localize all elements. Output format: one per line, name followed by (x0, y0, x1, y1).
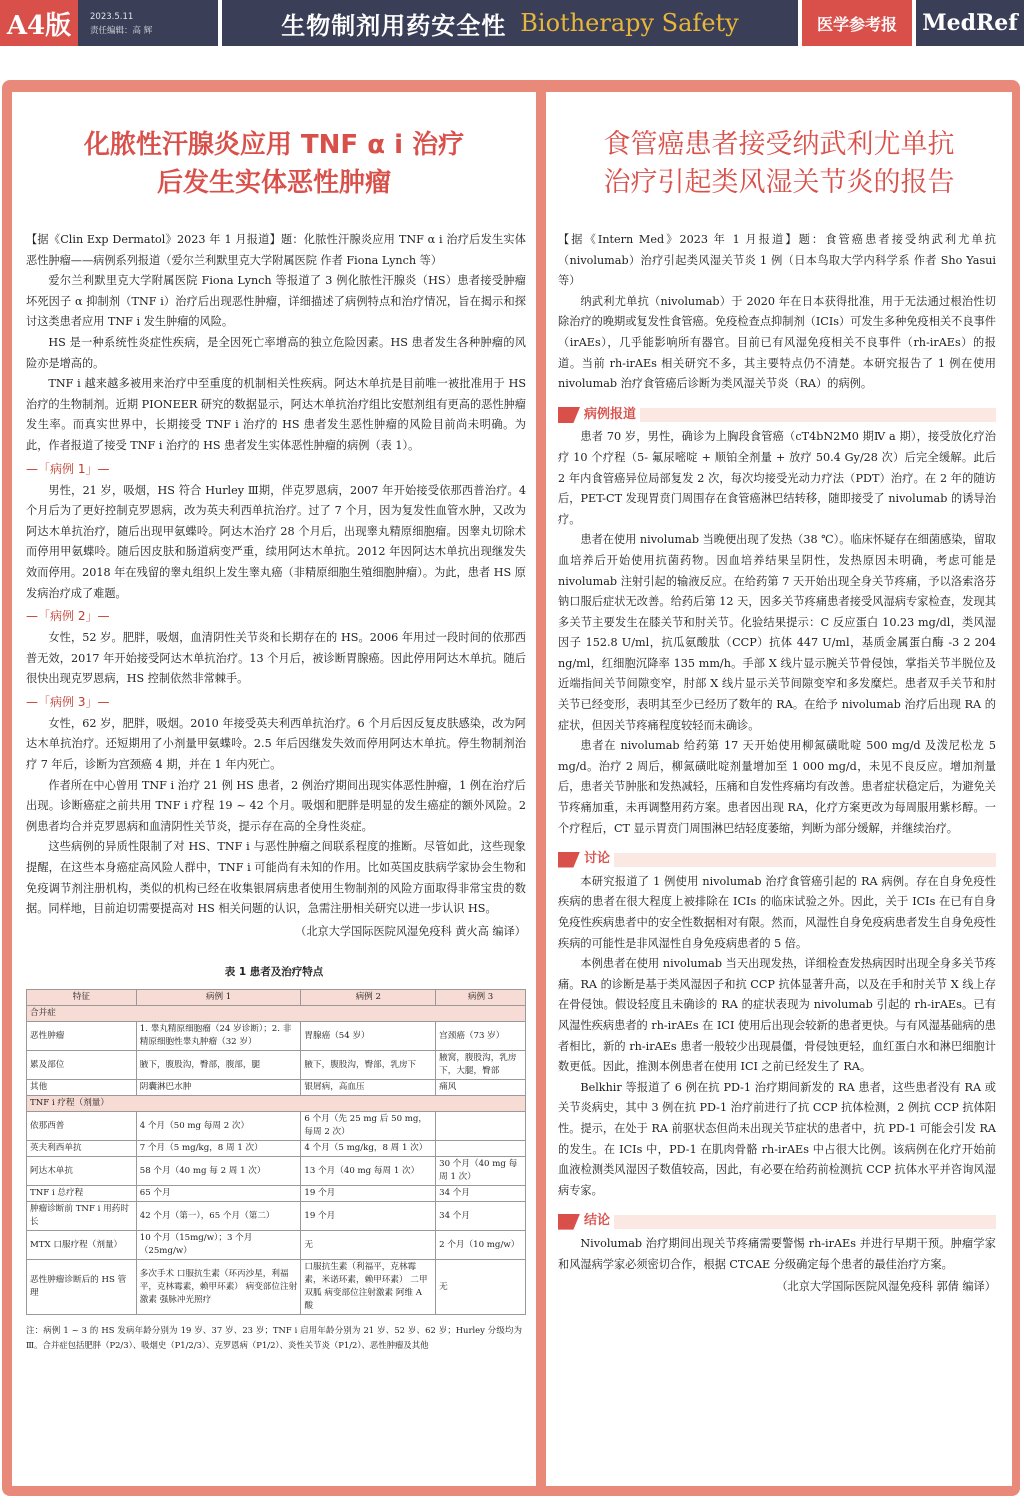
table-row (27, 1260, 526, 1315)
table-row (27, 1080, 526, 1096)
table-cell: 65 个月 (136, 1186, 301, 1202)
table-cell: 恶性肿瘤 (27, 1022, 137, 1051)
table-cell: 阴囊淋巴水肿 (136, 1080, 301, 1096)
table-note: 注：病例 1 ~ 3 的 HS 发病年龄分别为 19 岁、37 岁、23 岁；TNF i 启用年龄分别为 21 岁、52 岁、62 岁；Hurley 分级均为Ⅲ。合并症包括肥胖（P2/3）、吸烟史（P1/2/3）、克罗恩病（P1/2）、炎性关节炎（P1/2）、恶性肿瘤及其他 (26, 1325, 522, 1351)
patient-table (26, 989, 526, 1315)
left-article (12, 92, 536, 1486)
case2-text: 女性，52 岁。肥胖，吸烟，血清阴性关节炎和长期存在的 HS。2006 年用过一段时间的依那西普无效，2017 年开始接受阿达木单抗治疗。13 个月后，被诊断胃腺癌。因此停用阿达木单抗。随后很快出现克罗恩病，HS 控制依然非常棘手。 (26, 631, 526, 686)
table-row (27, 1157, 526, 1186)
table-cell: 无 (301, 1231, 436, 1260)
table-row (27, 1112, 526, 1141)
brand-en: MedRef (916, 0, 1024, 46)
table-cell: 腋下，腹股沟，臀部，乳房下 (301, 1051, 436, 1080)
case2-label: —「病例 2」— (26, 609, 110, 624)
table-cell: 宫颈癌（73 岁） (436, 1022, 526, 1051)
table-cell: 58 个月（40 mg 每 2 周 1 次） (136, 1157, 301, 1186)
section-rule (640, 408, 996, 422)
right-signature: （北京大学国际医院风湿免疫科 郭倩 编译） (776, 1280, 996, 1294)
table-row (27, 1051, 526, 1080)
table-cell: 4 个月（50 mg 每周 2 次） (136, 1112, 301, 1141)
right-para: 患者 70 岁，男性，确诊为上胸段食管癌（cT4bN2M0 期Ⅳ a 期），接受放化疗治疗 10 个疗程（5- 氟尿嘧啶 + 顺铂全剂量 + 放疗 50.4 Gy/28 次）后完全缓解。此后 2 年内食管癌异位局部复发 2 次，每次均接受光动力疗法（PDT）治疗。在 2 年的随访后，PET-CT 发现胃贲门周围存在食管癌淋巴结转移，随即接受了 nivolumab 的诱导治疗。 (558, 430, 996, 526)
right-para: 患者在 nivolumab 给药第 17 天开始使用柳氮磺吡啶 500 mg/d 及泼尼松龙 5 mg/d。治疗 2 周后，柳氮磺吡啶剂量增加至 1 000 mg/d，未见不良反应。增加剂量后，患者关节肿胀和发热减轻，压痛和自发性疼痛均有改善。患者症状稳定后，为避免关节疼痛加重，未再调整用药方案。患者因出现 RA，化疗方案更改为每周服用紫杉醇。一个疗程后，CT 显示胃贲门周围淋巴结轻度萎缩，判断为部分缓解，并继续治疗。 (558, 739, 996, 835)
table-cell: 2 个月（10 mg/w） (436, 1231, 526, 1260)
section-title (222, 0, 798, 46)
table-cell: 6 个月（先 25 mg 后 50 mg，每周 2 次） (301, 1112, 436, 1141)
table-cell: 19 个月 (301, 1202, 436, 1231)
section-heading: 结论 (584, 1213, 611, 1229)
table-cell: 依那西普 (27, 1112, 137, 1141)
right-source: 【据《Intern Med》2023 年 1 月报道】题：食管癌患者接受纳武利尤单抗（nivolumab）治疗引起类风湿关节炎 1 例（日本鸟取大学内科学系 作者 Sho Yasui 等） (558, 233, 996, 288)
right-para: Nivolumab 治疗期间出现关节疼痛需要警惕 rh-irAEs 并进行早期干预。肿瘤学家和风湿病学家必须密切合作，根据 CTCAE 分级确定每个患者的最佳治疗方案。 (558, 1236, 996, 1271)
table-row (27, 1231, 526, 1260)
edition-badge: A4版 (0, 0, 78, 46)
table-row (27, 1186, 526, 1202)
table-cell: 口服抗生素（利福平，克林霉素，米诺环素，赖甲环素） 二甲双胍 病变部位注射激素 阿维 A 酸 (301, 1260, 436, 1315)
table-cell: 42 个月（第一），65 个月（第二） (136, 1202, 301, 1231)
issue-date: 2023.5.11 (90, 12, 134, 22)
right-para: Belkhir 等报道了 6 例在抗 PD-1 治疗期间新发的 RA 患者，这些患者没有 RA 或关节炎病史，其中 3 例在抗 PD-1 治疗前进行了抗 CCP 抗体检测，2 例抗 CCP 抗体阳性。提示，在处于 RA 前驱状态但尚未出现关节症状的患者中，抗 PD-1 可能会引发 RA 的发生。在 ICIs 中，PD-1 在肌肉骨骼 rh-irAEs 中占很大比例。该病例在化疗开始前血液检测类风湿因子数值较高，因此，有必要在给药前检测抗 CCP 抗体水平并咨询风湿病专家。 (558, 1080, 996, 1197)
table-cell: 其他 (27, 1080, 137, 1096)
right-para: 患者在使用 nivolumab 当晚便出现了发热（38 ℃）。临床怀疑存在细菌感染，留取血培养后开始使用抗菌药物。因血培养结果呈阴性，发热原因未明确，考虑可能是 nivolumab 注射引起的输液反应。在给药第 7 天开始出现全身关节疼痛，予以洛索洛芬钠口服后症状无改善。给药后第 12 天，因多关节疼痛患者接受风湿病专家检查，发现其多关节主要发生在膝关节和肘关节。化验结果提示：C 反应蛋白 10.23 mg/dl，类风湿因子 152.8 U/ml，抗瓜氨酸肽（CCP）抗体 447 U/ml，基质金属蛋白酶 -3 2 204 ng/ml，红细胞沉降率 135 mm/h。手部 X 线片显示腕关节骨侵蚀，掌指关节半脱位及近端指间关节间隙变窄，肘部 X 线片显示关节间隙变窄和多发糜烂。患者双手关节和肘关节已经变形，表明其至少已经历了数年的 RA。在给予 nivolumab 治疗后出现 RA 的症状，但因关节疼痛程度较轻而未确诊。 (558, 533, 996, 732)
right-article (546, 92, 1012, 1486)
issue-meta (78, 0, 218, 46)
table-group-cell: 合并症 (27, 1006, 526, 1022)
table-cell: 7 个月（5 mg/kg，8 周 1 次） (136, 1141, 301, 1157)
section-rule (614, 853, 996, 867)
left-title-line2: 后发生实体恶性肿瘤 (156, 168, 391, 198)
left-para: 这些病例的异质性限制了对 HS、TNF i 与恶性肿瘤之间联系程度的推断。尽管如此，这些现象提醒，在这些本身癌症高风险人群中，TNF i 可能尚有未知的作用。比如英国皮肤病学家协会生物和免疫调节剂注册机构，类似的机构已经在收集银屑病患者使用生物制剂的风险方面取得非常宝贵的数据。同样地，目前迫切需要提高对 HS 相关问题的认识，急需注册相关研究以进一步认识 HS。 (26, 840, 526, 916)
case3-label: —「病例 3」— (26, 694, 110, 709)
table-cell: 34 个月 (436, 1202, 526, 1231)
table-cell: MTX 口服疗程（剂量） (27, 1231, 137, 1260)
table-row (27, 1141, 526, 1157)
section-discussion (558, 849, 996, 870)
issue-editor: 责任编辑：高 辉 (90, 26, 153, 36)
left-signature: （北京大学国际医院风湿免疫科 黄火高 编译） (295, 924, 526, 938)
table-cell: 4 个月（5 mg/kg，8 周 1 次） (301, 1141, 436, 1157)
table-cell: 恶性肿瘤诊断后的 HS 管理 (27, 1260, 137, 1315)
left-article-body (12, 230, 536, 942)
table-group-cell: TNF i 疗程（剂量） (27, 1096, 526, 1112)
right-title-line1: 食管癌患者接受纳武利尤单抗 (603, 129, 955, 160)
left-article-title (12, 126, 536, 202)
table-cell: 10 个月（15mg/w）；3 个月（25mg/w） (136, 1231, 301, 1260)
page-header (0, 0, 1024, 50)
table-cell: 多次手术 口服抗生素（环丙沙星，利福平，克林霉素，赖甲环素） 病变部位注射激素 强脉冲光照疗 (136, 1260, 301, 1315)
section-title-cn: 生物制剂用药安全性 (281, 11, 507, 40)
left-source: 【据《Clin Exp Dermatol》2023 年 1 月报道】题：化脓性汗腺炎应用 TNF α i 治疗后发生实体恶性肿瘤——病例系列报道（爱尔兰利默里克大学附属医院 作者 Fiona Lynch 等） (26, 233, 526, 267)
case1-text: 男性，21 岁，吸烟，HS 符合 Hurley Ⅲ期，伴克罗恩病，2007 年开始接受依那西普治疗。4 个月后为了更好控制克罗恩病，改为英夫利西单抗治疗。过了 7 个月，因为复发性血管水肿，又改为阿达木单抗治疗，随后出现甲氨蝶呤。阿达木治疗 28 个月后，出现睾丸精原细胞瘤。因睾丸切除术而停用甲氨蝶呤。随后因皮肤和肠道病变严重，续用阿达木单抗。2012 年因阿达木单抗出现继发失效而停用。2018 年在残留的睾丸组织上发生睾丸癌（非精原细胞生殖细胞肿瘤）。为此，患者 HS 原发病治疗成了难题。 (26, 483, 526, 600)
table-cell: 腋窝，腹股沟，乳房下，大腿，臀部 (436, 1051, 526, 1080)
table-header-cell: 病例 2 (301, 990, 436, 1006)
table-header-cell: 病例 1 (136, 990, 301, 1006)
left-para: TNF i 越来越多被用来治疗中至重度的机制相关性疾病。阿达木单抗是目前唯一被批准用于 HS 治疗的生物制剂。近期 PIONEER 研究的数据显示，阿达木单抗治疗组比安慰剂组有更高的恶性肿瘤发生率。而真实世界中，长期接受 TNF i 治疗的 HS 患者发生恶性肿瘤的风险目前尚未明确。为此，作者报道了接受 TNF i 治疗的 HS 患者发生实体恶性肿瘤的病例（表 1）。 (26, 377, 526, 452)
table-cell: 1. 睾丸精原细胞瘤（24 岁诊断）；2. 非精原细胞性睾丸肿瘤（32 岁） (136, 1022, 301, 1051)
table-cell: 19 个月 (301, 1186, 436, 1202)
section-title-en: Biotherapy Safety (520, 9, 739, 37)
table-cell: 累及部位 (27, 1051, 137, 1080)
section-marker-icon (558, 407, 580, 423)
table-cell: 34 个月 (436, 1186, 526, 1202)
table-cell: 肿瘤诊断前 TNF i 用药时长 (27, 1202, 137, 1231)
table-cell: 胃腺癌（54 岁） (301, 1022, 436, 1051)
right-article-title (546, 126, 1012, 202)
right-para: 本例患者在使用 nivolumab 当天出现发热，详细检查发热病因时出现全身多关节疼痛。RA 的诊断是基于类风湿因子和抗 CCP 抗体显著升高，以及在手和肘关节 X 线上存在骨侵蚀。假设轻度且未确诊的 RA 的症状表现为 nivolumab 引起的 rh-irAEs。已有风湿性疾病患者的 rh-irAEs 在 ICI 使用后出现会较新的患者更快。与有风湿基础病的患者相比，新的 rh-irAEs 患者一般较少出现晨僵，骨侵蚀更轻，血红蛋白水和淋巴细胞计数更低。因此，推测本例患者在使用 ICI 之前已经发生了 RA。 (558, 957, 996, 1074)
right-title-line2: 治疗引起类风湿关节炎的报告 (603, 167, 955, 198)
table-cell: 银屑病，高血压 (301, 1080, 436, 1096)
left-para: HS 是一种系统性炎症性疾病，是全因死亡率增高的独立危险因素。HS 患者发生各种肿瘤的风险亦是增高的。 (26, 335, 526, 370)
section-heading: 病例报道 (584, 406, 637, 422)
left-para: 作者所在中心曾用 TNF i 治疗 21 例 HS 患者，2 例治疗期间出现实体恶性肿瘤，1 例在治疗后出现。诊断癌症之前共用 TNF i 疗程 19 ~ 42 个月。吸烟和肥胖是明显的发生癌症的额外风险。2 例患者均合并克罗恩病和血清阴性关节炎，提示存在高的全身性炎症。 (26, 778, 526, 833)
case1-label: —「病例 1」— (26, 461, 110, 476)
section-marker-icon (558, 852, 580, 868)
brand-cn: 医学参考报 (802, 0, 912, 46)
table-cell: 痛风 (436, 1080, 526, 1096)
left-title-line1: 化脓性汗腺炎应用 TNF α i 治疗 (83, 130, 465, 160)
section-marker-icon (558, 1214, 580, 1230)
table-group-row (27, 1006, 526, 1022)
table-header-row (27, 990, 526, 1006)
section-rule (614, 1215, 996, 1229)
right-para: 纳武利尤单抗（nivolumab）于 2020 年在日本获得批准，用于无法通过根治性切除治疗的晚期或复发性食管癌。免疫检查点抑制剂（ICIs）可发生多种免疫相关不良事件（irAEs），几乎能影响所有器官。目前已有风湿免疫相关不良事件（rh-irAEs）的报道。当前 rh-irAEs 相关研究不多，其主要特点仍不清楚。本研究报告了 1 例在使用 nivolumab 治疗食管癌后诊断为类风湿关节炎（RA）的病例。 (558, 294, 996, 391)
table-header-cell: 特征 (27, 990, 137, 1006)
section-case-report (558, 405, 996, 426)
table-row (27, 1022, 526, 1051)
right-article-body (546, 230, 1012, 1298)
left-para: 女性，62 岁，肥胖，吸烟。2010 年接受英夫利西单抗治疗。6 个月后因反复皮肤感染，改为阿达木单抗治疗。还短期用了小剂量甲氨蝶呤。2.5 年后因继发失效而停用阿达木单抗。停生物制剂治疗 7 年后，诊断为宫颈癌 4 期，并在 1 年内死亡。 (26, 716, 526, 772)
table-cell: 阿达木单抗 (27, 1157, 137, 1186)
section-heading: 讨论 (584, 851, 611, 867)
table-cell: 13 个月（40 mg 每周 1 次） (301, 1157, 436, 1186)
table-title: 表 1 患者及治疗特点 (224, 966, 324, 979)
table-cell: 30 个月（40 mg 每周 1 次） (436, 1157, 526, 1186)
table-cell: 腋下，腹股沟，臀部，腹部，腿 (136, 1051, 301, 1080)
right-para: 本研究报道了 1 例使用 nivolumab 治疗食管癌引起的 RA 病例。存在自身免疫性疾病的患者在很大程度上被排除在 ICIs 的临床试验之外。因此，关于 ICIs 在已有自身免疫性疾病患者中的安全性数据相对有限。然而，风湿性自身免疫病患者发生自身免疫性疾病的可能性是非风湿性自身免疫病患者的 5 倍。 (558, 874, 996, 950)
table-cell: 无 (436, 1260, 526, 1315)
table-group-row (27, 1096, 526, 1112)
table-row (27, 1202, 526, 1231)
left-para: 爱尔兰利默里克大学附属医院 Fiona Lynch 等报道了 3 例化脓性汗腺炎（HS）患者接受肿瘤坏死因子 α 抑制剂（TNF i）治疗后出现恶性肿瘤，详细描述了病例特点和治疗情况，旨在揭示和探讨这类患者应用 TNF i 发生肿瘤的风险。 (26, 274, 526, 329)
table-cell: 英夫利西单抗 (27, 1141, 137, 1157)
table-cell: TNF i 总疗程 (27, 1186, 137, 1202)
section-conclusion (558, 1211, 996, 1232)
table-cell (436, 1141, 526, 1157)
table-cell (436, 1112, 526, 1141)
table-header-cell: 病例 3 (436, 990, 526, 1006)
